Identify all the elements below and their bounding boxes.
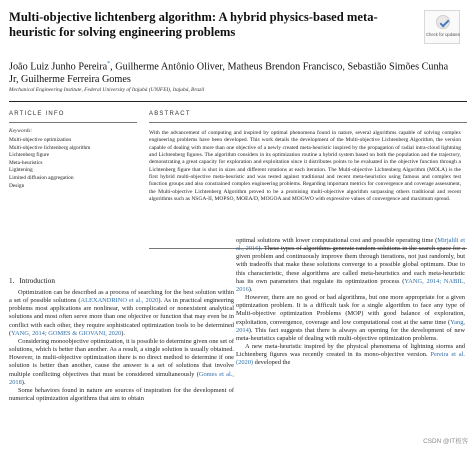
abstract-divider [149,122,467,123]
citation-link[interactable]: Pereira et al. (2020) [236,351,465,367]
article-info-heading: ARTICLE INFO [9,111,65,117]
check-for-updates-badge[interactable] [424,10,460,44]
check-for-updates-icon [436,15,450,29]
citation-link[interactable]: YANG, 2014; NABIL, 2016 [236,277,465,293]
paragraph: optimal solutions with lower computational cost and possible operating time (Mirjalili et al., 2016). These types of algorithms generate random solutions in the search space for a given problem and continuously improve them through iterations, not just randomly, but with tradeoffs that make these solutions converge to a possible global optimum. Due to this characteristic, these algorithms are called meta-heuristics and each meta-heuristic has its own parameters that regulate its optimization process (YANG, 2014; NABIL, 2016). [236,237,466,293]
author-list: João Luiz Junho Pereira*, Guilherme Antônio Oliver, Matheus Brendon Francisco, Sebastião Simões Cunha Jr, Guilherme Ferreira Gomes [9,61,449,86]
keyword: Limited diffusion aggregation [9,174,74,181]
affiliation: Mechanical Engineering Institute, Federal University of Itajubá (UNIFEI), Itajubá, Brazil [9,87,205,93]
paragraph: Considering monoobjective optimization, it is possible to determine given one set of solutions, which is better than another. As a result, a single solution is usually obtained. However, in multi-objective optimization there is no direct method to determine if one solution is better than another, cause the answer is a set of solutions that involve multiple conflicting objectives that must be considered simultaneously (Gomes et al., 2018). [9,337,234,386]
author-name[interactable]: Matheus Brendon Francisco [227,61,343,73]
citation-link[interactable]: Yang, 2014 [236,318,465,334]
author-name[interactable]: Sebastião Simões Cunha Jr [9,61,449,86]
paragraph: A new meta-heuristic inspired by the physical phenomena of lightning storms and Lichtenberg figures was recently created in its mono-objective version. Pereira et al. (2020) developed the [236,343,465,367]
citation-link[interactable]: ALEXANDRINO et al., 2020 [80,297,159,305]
keyword: Design [9,182,25,189]
author-name[interactable]: Guilherme Antônio Oliver [115,61,223,73]
keyword: Multi-objective optimization [9,137,72,143]
citation-link[interactable]: YANG, 2014; GOMES & GIOVANI, 2020 [11,329,122,337]
badge-text: Check for updates [426,32,460,37]
abstract-heading: ABSTRACT [149,111,191,117]
section-heading-introduction [9,277,55,285]
keyword: Meta-heuristics [9,159,43,166]
paragraph: Optimization can be described as a process of searching for the best solution within a set of possible solutions (ALEXANDRINO et al., 2020). As in practical engineering problems most applications are nonlinear, with complicated or nonexistent analytical solutions and most often serve more than one objective or function that may even be in conflict with each other, they require sophisticated optimization tools to be determined (YANG, 2014; GOMES & GIOVANI, 2020). [9,289,235,337]
article-info-divider [9,122,137,123]
watermark: CSDN @IT极客 [423,438,468,445]
article-title: Multi-objective lichtenberg algorithm: A hybrid physics-based meta-heuristic for solving engineering problems [9,10,378,39]
keyword: Lichtenberg figure [9,152,50,159]
body-column-left [9,289,234,403]
author-name[interactable]: Guilherme Ferreira Gomes [21,74,131,86]
body-column-right [236,237,465,368]
paragraph: However, there are no good or bad algorithms, but one more appropriate for a given optimization problem. It is a difficult task for a single algorithm to face any type of Multi-objective optimization Problems (MOP) with good balance of exploration, exploitation, convergence, coverage and low computational cost at the same time (Yang, 2014). This fact suggests that there is always an opening for the development of new meta-heuristics capable of dealing with multi-objective optimization problems. [236,294,465,342]
paragraph: Some behaviors found in nature are sources of inspiration for the development of numerical optimization algorithms that aim to obtain [9,386,234,403]
author-name[interactable]: João Luiz Junho Pereira [9,61,108,73]
section-title: Introduction [19,277,55,285]
header-divider [9,101,467,102]
citation-link[interactable]: Gomes et al., 2018 [9,370,234,386]
corresponding-author-mark[interactable]: * [107,61,111,67]
abstract-text: With the advancement of computing and inspired by optimal phenomena found in nature, several algorithms capable of solving complex engineering problems have been developed. This work details the development of the Multi-objective Lichtenberg Algorithm, the version capable of dealing with more than one objective of a newly created meta-heuristic inspired by the propagation of radial intra-cloud lightning and Lichtenberg figures. The algorithm considers in its optimization routine a hybrid system based on both the population and the trajectory, demonstrating a great capacity for exploration and exploitation since it distributes points to be evaluated in the objective function through a Lichtenberg figure that is shot in sizes and different rotations at each iteration. The Multi-objective Lichtenberg Algorithm (MOLA) is the first hybrid multi-objective meta-heuristic and was tested against traditional and recent meta-heuristics using famous and complex test function groups and also constrained complex engineering problems. Regarding important metrics for convergence and coverage assessment, the Multi-objective Lichtenberg Algorithm proved to be a promising multi-objective algorithm surpassing others traditional and recent algorithms such as NSGA-II, MOPSO, MOEA/D, MOGOA and MOGWO with expressive values of convergence and maximum spread. [149,130,461,203]
section-number: 1. [9,277,15,285]
keyword: Lightening [9,167,33,174]
keyword: Multi-objective lichtenberg algorithm [9,144,91,151]
citation-link[interactable]: Mirjalili et al., 2016 [236,237,465,253]
keywords-list [9,137,134,190]
keywords-label: Keywords: [9,128,33,134]
